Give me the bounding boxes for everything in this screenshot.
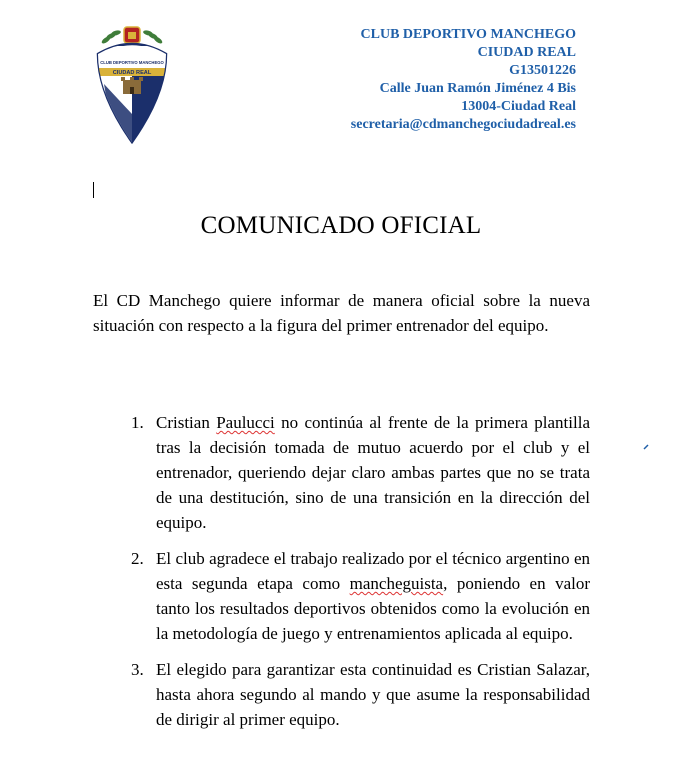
document-title: COMUNICADO OFICIAL <box>200 212 482 239</box>
list-item-text-part: El club agradece el trabajo realizado por el técnico argentino en esta segunda etapa como <box>156 549 590 593</box>
crest-band-text: CIUDAD REAL <box>112 70 152 76</box>
club-crest-logo <box>94 24 170 144</box>
address-line: Calle Juan Ramón Jiménez 4 Bis <box>379 81 576 96</box>
postal-code-line: 13004-Ciudad Real <box>461 99 576 114</box>
club-name-line: CLUB DEPORTIVO MANCHEGO <box>360 27 576 42</box>
list-number: 1. <box>131 413 144 432</box>
numbered-list <box>131 410 590 743</box>
list-item-text-part: Cristian <box>156 413 217 432</box>
list-item <box>131 657 590 732</box>
list-item-text: El elegido para garantizar esta continuidad es Cristian Salazar, hasta ahora segundo al mando y que asume la responsabilidad de dirigir al primer equipo. <box>156 660 590 729</box>
list-number: 2. <box>131 549 144 568</box>
letterhead <box>351 26 576 134</box>
city-line: CIUDAD REAL <box>477 45 576 60</box>
email-line[interactable]: secretaria@cdmanchegociudadreal.es <box>350 117 576 132</box>
list-item-text-part: no continúa al frente de la primera plantilla tras la decisión tomada de mutuo acuerdo por el club y el entrenador, queriendo dejar claro ambas partes que no se trata de una destitución, sino de una transición en la dirección del equipo. <box>156 413 590 532</box>
list-item-text <box>156 546 590 646</box>
list-item <box>131 410 590 535</box>
crest-top-text: CLUB DEPORTIVO MANCHEGO <box>100 60 164 65</box>
tax-id-line: G13501226 <box>509 63 576 78</box>
spellcheck-flagged-word[interactable]: Paulucci <box>216 413 275 432</box>
crown-emblem-icon <box>124 27 140 43</box>
castle-icon <box>121 77 143 94</box>
blue-tick-mark-icon <box>643 444 649 450</box>
list-item-text-part: , poniendo en valor tanto los resultados deportivos obtenidos como la evolución en la metodología de juego y entrenamientos aplicada al equipo. <box>156 574 591 643</box>
list-number: 3. <box>131 660 144 679</box>
list-item <box>131 546 590 646</box>
text-cursor <box>93 182 94 198</box>
intro-paragraph: El CD Manchego quiere informar de manera oficial sobre la nueva situación con respecto a la figura del primer entrenador del equipo. <box>93 291 590 335</box>
spellcheck-flagged-word[interactable]: mancheguista <box>349 574 444 593</box>
list-item-text <box>156 410 590 535</box>
